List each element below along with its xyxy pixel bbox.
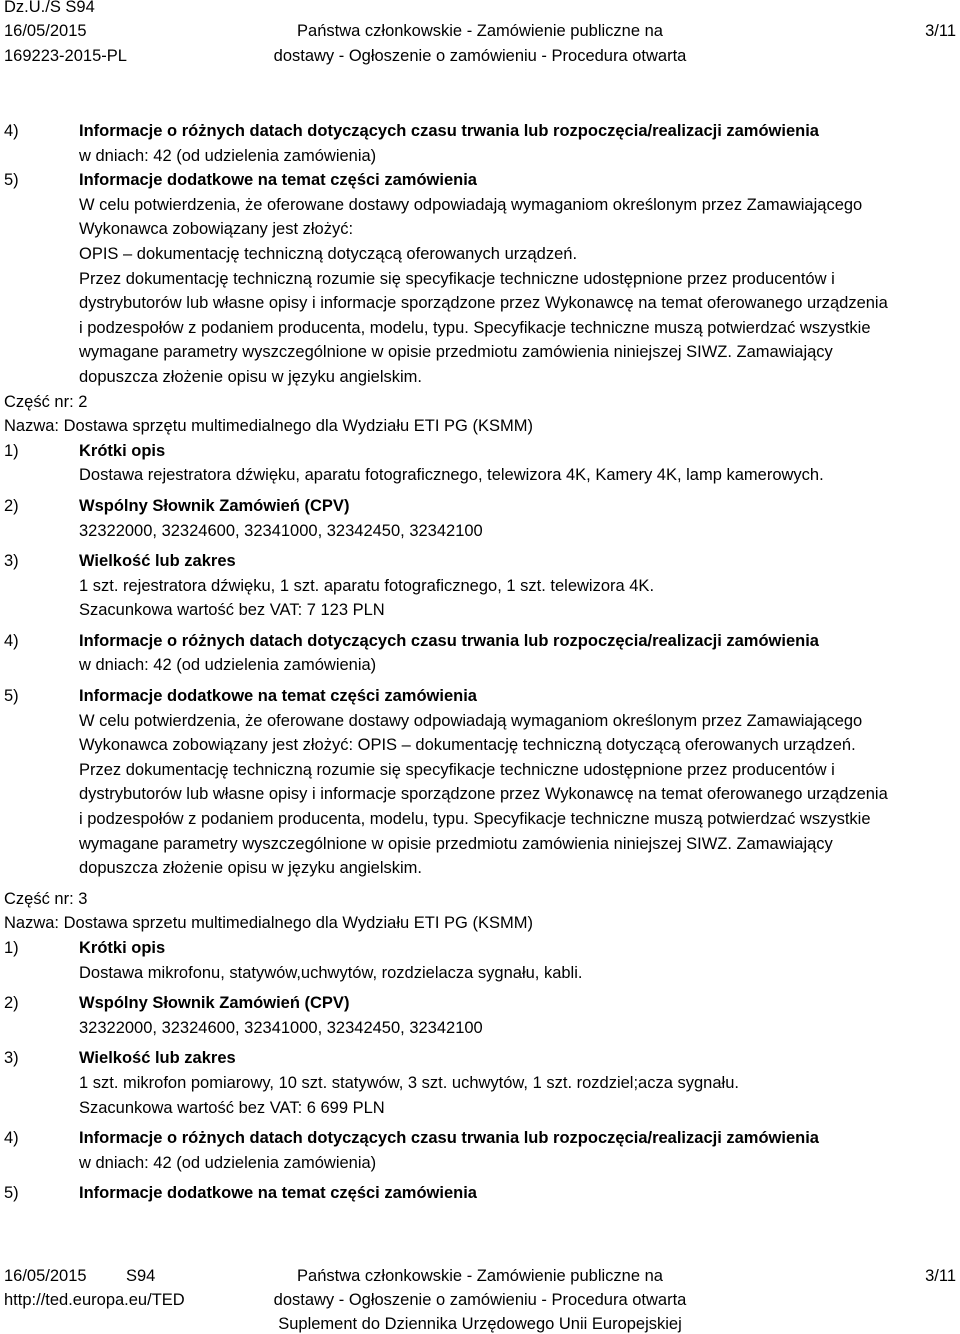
section-title: Informacje o różnych datach dotyczących czasu trwania lub rozpoczęcia/realizacji zamówienia xyxy=(79,631,819,650)
section-title: Informacje o różnych datach dotyczących czasu trwania lub rozpoczęcia/realizacji zamówienia xyxy=(79,122,819,140)
footer-page-number: 3/11 xyxy=(925,1267,956,1285)
section-value: 32322000, 32324600, 32341000, 32342450, 32342100 xyxy=(79,1018,483,1037)
section-number: 5) xyxy=(4,1184,19,1203)
section-dates xyxy=(4,1126,956,1151)
footer-title-line2: dostawy - Ogłoszenie o zamówieniu - Procedura otwarta xyxy=(273,1291,687,1309)
notice-id: 169223-2015-PL xyxy=(4,47,127,65)
section-value: w dniach: 42 (od udzielenia zamówienia) xyxy=(79,146,377,165)
journal-reference: Dz.U./S S94 xyxy=(4,0,95,16)
section-number: 4) xyxy=(4,1129,19,1148)
paragraph-line: i podzespołów z podaniem producenta, modelu, typu. Specyfikacje techniczne muszą potwierdzać wszystkie xyxy=(79,810,871,829)
paragraph-line: i podzespołów z podaniem producenta, modelu, typu. Specyfikacje techniczne muszą potwierdzać wszystkie xyxy=(79,318,871,337)
section-title: Wspólny Słownik Zamówień (CPV) xyxy=(79,496,350,515)
section-title: Krótki opis xyxy=(79,939,166,957)
section-value: 1 szt. rejestratora dźwięku, 1 szt. aparatu fotograficznego, 1 szt. telewizora 4K. xyxy=(79,576,655,595)
paragraph-line: W celu potwierdzenia, że oferowane dostawy odpowiadają wymaganiom określonym przez Zamawiającego xyxy=(79,195,863,214)
section-number: 2) xyxy=(4,994,19,1013)
section-number: 3) xyxy=(4,552,19,571)
header-title-line2: dostawy - Ogłoszenie o zamówieniu - Procedura otwarta xyxy=(273,47,687,65)
section-number: 4) xyxy=(4,631,19,650)
section-title: Krótki opis xyxy=(79,441,166,460)
paragraph-line: Przez dokumentację techniczną rozumie się specyfikacje techniczne udostępnione przez producentów i xyxy=(79,269,835,288)
section-title: Informacje o różnych datach dotyczących czasu trwania lub rozpoczęcia/realizacji zamówienia xyxy=(79,1129,819,1148)
paragraph-line: Wykonawca zobowiązany jest złożyć: xyxy=(79,220,354,239)
footer-series: S94 xyxy=(126,1267,156,1285)
section-quantity xyxy=(4,1046,956,1071)
section-value: Dostawa mikrofonu, statywów,uchwytów, rozdzielacza sygnału, kabli. xyxy=(79,963,583,982)
section-additional-info xyxy=(4,1181,956,1206)
paragraph-line: wymagane parametry wyszczególnione w opisie przedmiotu zamówienia niniejszej SIWZ. Zamawiający xyxy=(79,343,833,362)
section-short-description xyxy=(4,936,956,961)
section-number: 1) xyxy=(4,441,19,460)
section-title: Wielkość lub zakres xyxy=(79,1049,236,1068)
footer-title-line1: Państwa członkowskie - Zamówienie publiczne na xyxy=(297,1267,663,1285)
section-value: 1 szt. mikrofon pomiarowy, 10 szt. statywów, 3 szt. uchwytów, 1 szt. rozdziel;acza sygnału. xyxy=(79,1073,739,1092)
estimated-value: Szacunkowa wartość bez VAT: 6 699 PLN xyxy=(79,1098,385,1117)
section-value: w dniach: 42 (od udzielenia zamówienia) xyxy=(79,656,377,675)
paragraph-line: W celu potwierdzenia, że oferowane dostawy odpowiadają wymaganiom określonym przez Zamawiającego xyxy=(79,711,863,730)
section-number: 5) xyxy=(4,171,19,190)
header-date: 16/05/2015 xyxy=(4,22,87,40)
section-short-description xyxy=(4,439,956,464)
paragraph-line: dopuszcza złożenie opisu w języku angielskim. xyxy=(79,367,423,386)
section-title: Informacje dodatkowe na temat części zamówienia xyxy=(79,1184,477,1203)
section-title: Wielkość lub zakres xyxy=(79,552,236,571)
section-number: 2) xyxy=(4,496,19,515)
section-title: Wspólny Słownik Zamówień (CPV) xyxy=(79,994,350,1013)
section-dates xyxy=(4,629,956,654)
paragraph-line: dystrybutorów lub własne opisy i informacje sporządzone przez Wykonawcę na temat oferowanego urządzenia xyxy=(79,294,888,313)
part-heading: Część nr: 2 xyxy=(4,392,88,411)
footer-url[interactable]: http://ted.europa.eu/TED xyxy=(4,1291,185,1309)
footer-title-line3: Suplement do Dziennika Urzędowego Unii Europejskiej xyxy=(278,1315,682,1333)
part-heading: Część nr: 3 xyxy=(4,889,88,908)
paragraph-line: Wykonawca zobowiązany jest złożyć: OPIS – dokumentację techniczną dotyczącą oferowanych urządzeń. xyxy=(79,736,856,755)
section-number: 4) xyxy=(4,122,19,140)
section-title: Informacje dodatkowe na temat części zamówienia xyxy=(79,687,477,706)
section-cpv xyxy=(4,991,956,1016)
paragraph-line: dopuszcza złożenie opisu w języku angielskim. xyxy=(79,859,423,878)
section-title: Informacje dodatkowe na temat części zamówienia xyxy=(79,171,477,190)
document-body xyxy=(4,119,956,1206)
part-name: Nazwa: Dostawa sprzętu multimedialnego dla Wydziału ETI PG (KSMM) xyxy=(4,417,533,436)
section-value: 32322000, 32324600, 32341000, 32342450, 32342100 xyxy=(79,521,483,540)
section-dates xyxy=(4,119,956,144)
section-additional-info xyxy=(4,168,956,193)
paragraph-line: dystrybutorów lub własne opisy i informacje sporządzone przez Wykonawcę na temat oferowanego urządzenia xyxy=(79,785,888,804)
header-title-line1: Państwa członkowskie - Zamówienie publiczne na xyxy=(297,22,663,40)
section-quantity xyxy=(4,549,956,574)
part-name: Nazwa: Dostawa sprzetu multimedialnego dla Wydziału ETI PG (KSMM) xyxy=(4,914,533,933)
footer-date: 16/05/2015 xyxy=(4,1267,87,1285)
paragraph-line: wymagane parametry wyszczególnione w opisie przedmiotu zamówienia niniejszej SIWZ. Zamawiający xyxy=(79,834,833,853)
paragraph-line: Przez dokumentację techniczną rozumie się specyfikacje techniczne udostępnione przez producentów i xyxy=(79,760,835,779)
section-value: Dostawa rejestratora dźwięku, aparatu fotograficznego, telewizora 4K, Kamery 4K, lamp kamerowych. xyxy=(79,466,824,485)
section-number: 3) xyxy=(4,1049,19,1068)
section-number: 5) xyxy=(4,687,19,706)
section-additional-info xyxy=(4,684,956,709)
header-page-number: 3/11 xyxy=(925,22,956,40)
section-cpv xyxy=(4,494,956,519)
paragraph-line: OPIS – dokumentację techniczną dotyczącą oferowanych urządzeń. xyxy=(79,244,578,263)
section-number: 1) xyxy=(4,939,19,957)
section-value: w dniach: 42 (od udzielenia zamówienia) xyxy=(79,1153,377,1172)
estimated-value: Szacunkowa wartość bez VAT: 7 123 PLN xyxy=(79,601,385,620)
